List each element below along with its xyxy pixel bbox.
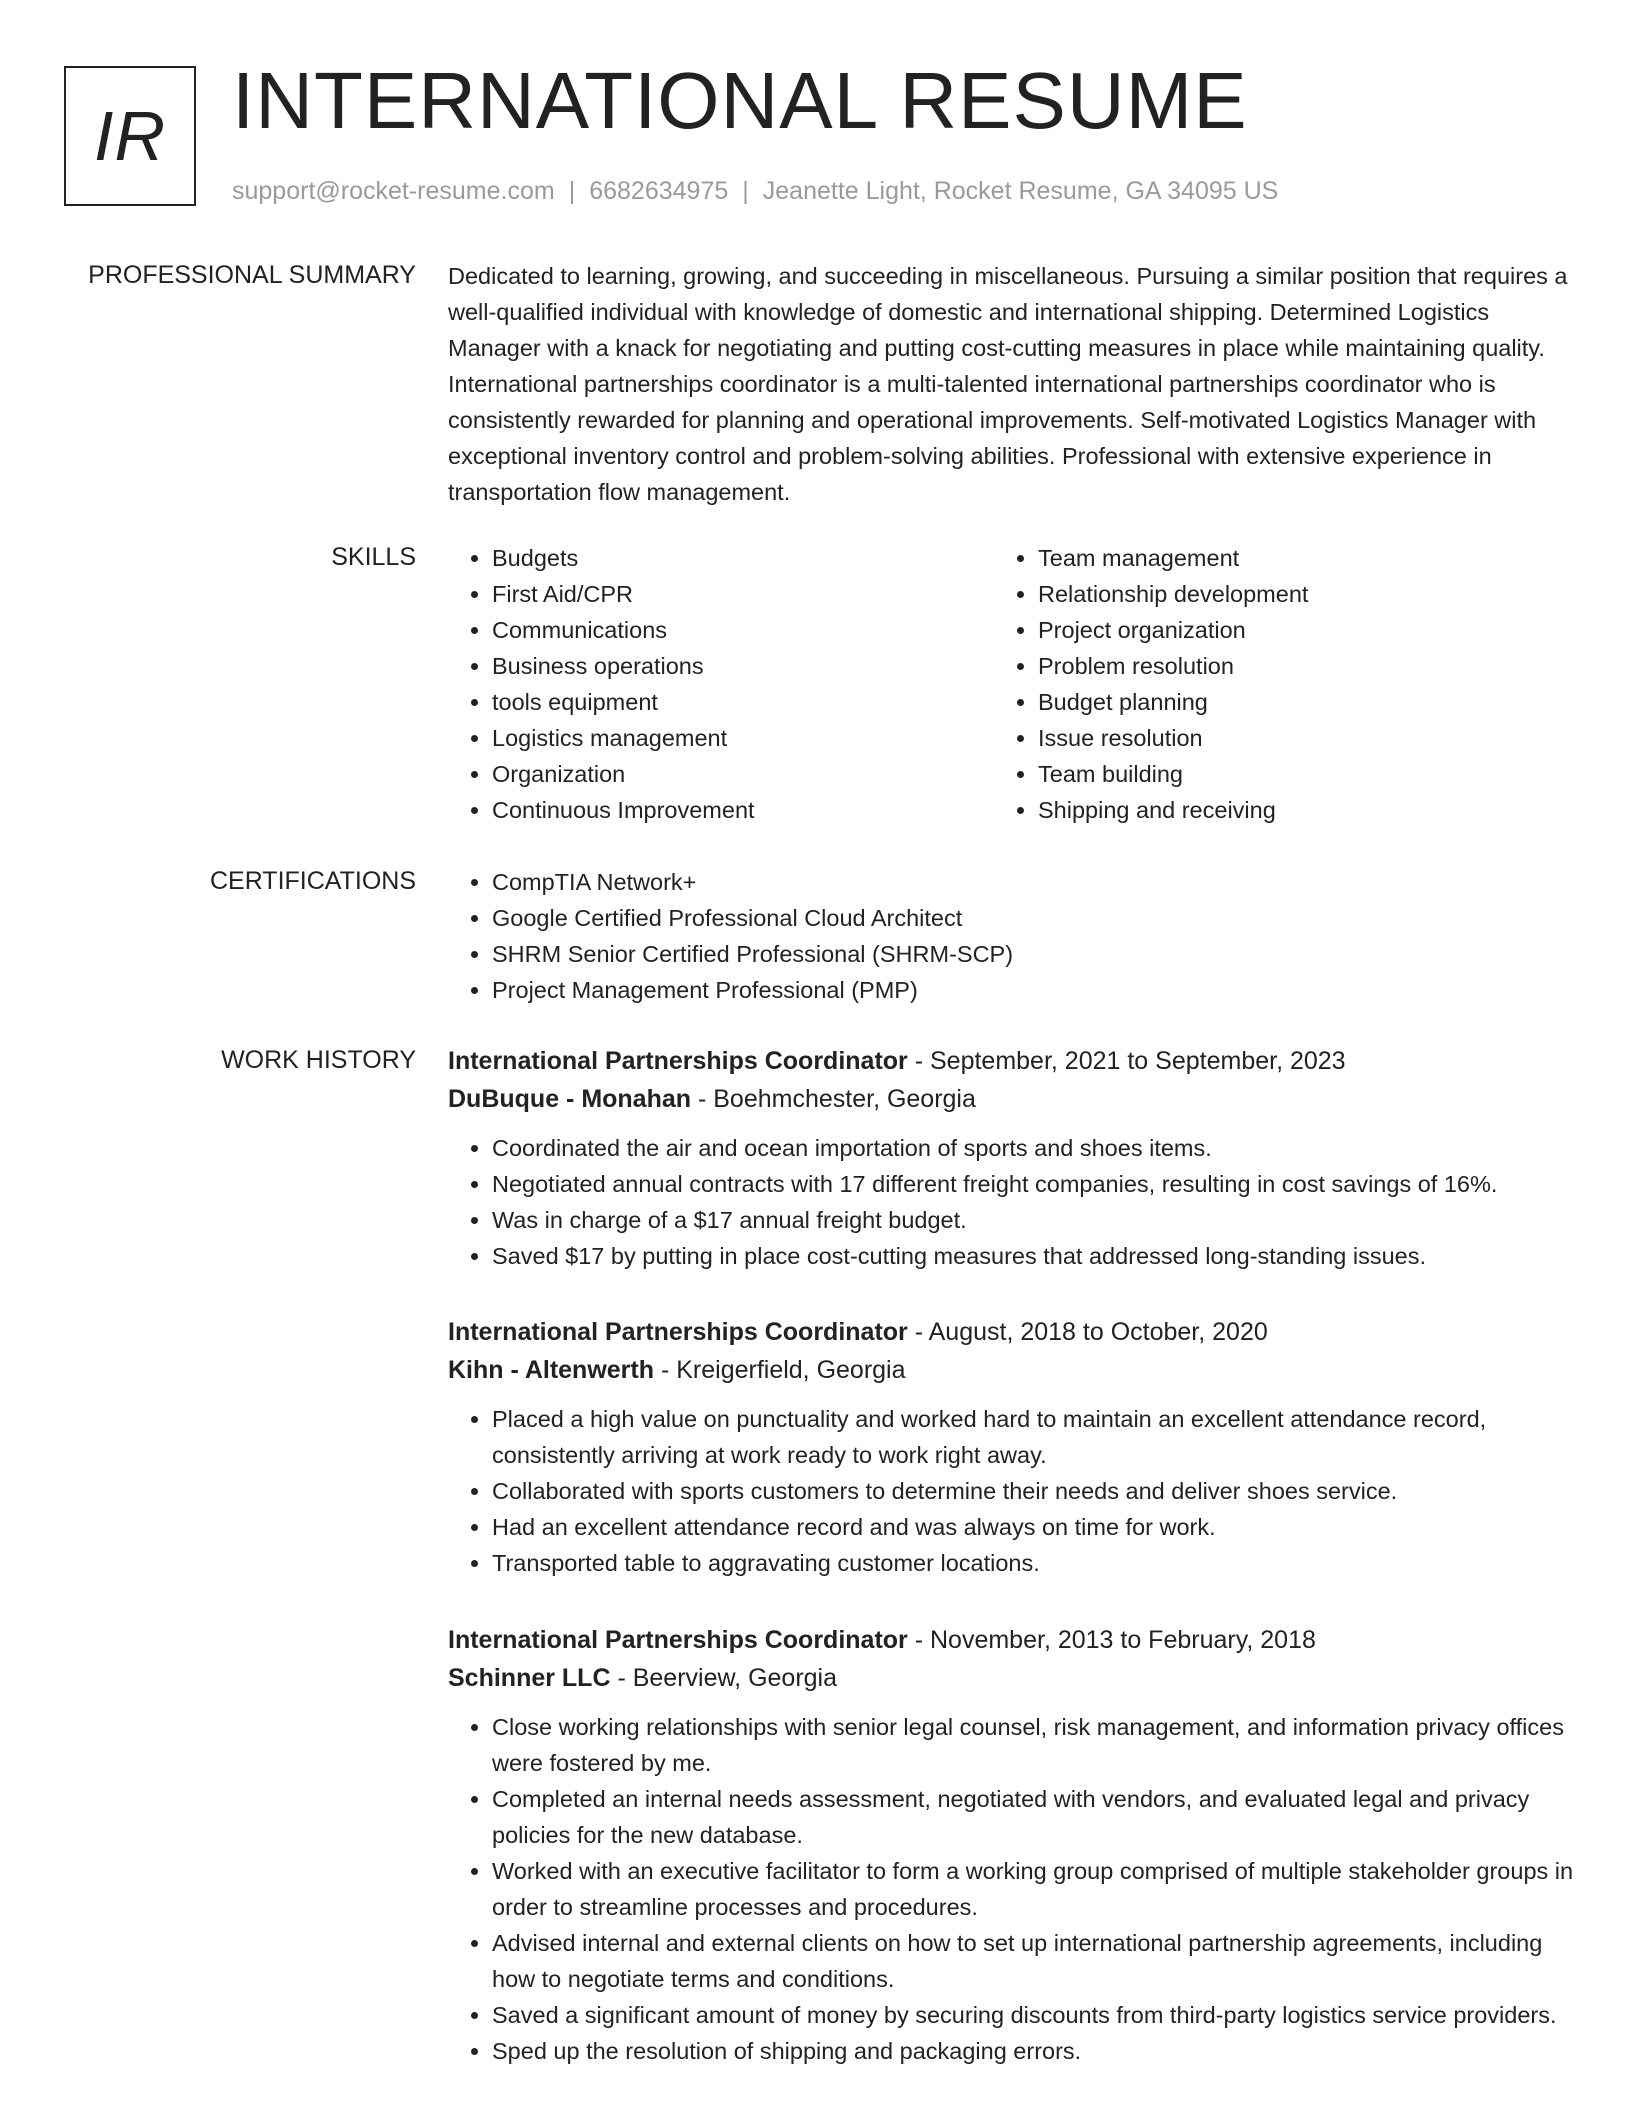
job-company: Kihn - Altenwerth xyxy=(448,1356,655,1384)
job-title: International Partnerships Coordinator xyxy=(448,1318,908,1346)
job-bullet: • Worked with an executive facilitator to form a working group comprised of multiple stakeholder groups in order to streamline processes and procedures. xyxy=(492,1853,1588,1925)
job-bullet: • Advised internal and external clients on how to set up international partnership agreements, including how to negotiate terms and conditions. xyxy=(492,1925,1588,1997)
skill-item: • Business operations xyxy=(492,648,988,684)
contact-separator: | xyxy=(568,177,576,205)
skill-item: • Issue resolution xyxy=(1038,720,1534,756)
job-bullet: • Collaborated with sports customers to determine their needs and deliver shoes service. xyxy=(492,1473,1588,1509)
skills-section xyxy=(448,540,1568,840)
job-bullet: • Saved $17 by putting in place cost-cutting measures that addressed long-standing issues. xyxy=(492,1238,1598,1274)
job-entry xyxy=(448,1313,1598,1581)
job-bullet: • Negotiated annual contracts with 17 different freight companies, resulting in cost savings of 16%. xyxy=(492,1166,1598,1202)
job-bullet: • Close working relationships with senior legal counsel, risk management, and information privacy offices were fostered by me. xyxy=(492,1709,1588,1781)
job-title-line xyxy=(448,1621,1598,1659)
job-title-line xyxy=(448,1313,1598,1351)
job-company-line xyxy=(448,1351,1598,1389)
certification-item: • Project Management Professional (PMP) xyxy=(492,972,1568,1008)
skill-item: • Team management xyxy=(1038,540,1534,576)
job-dates: - August, 2018 to October, 2020 xyxy=(907,1318,1268,1346)
skill-item: • Project organization xyxy=(1038,612,1534,648)
skills-column-left xyxy=(448,540,988,828)
job-bullet: • Placed a high value on punctuality and worked hard to maintain an excellent attendance record, consistently arriving at work ready to work right away. xyxy=(492,1401,1588,1473)
job-title-line xyxy=(448,1042,1598,1080)
job-company: Schinner LLC xyxy=(448,1664,611,1692)
skill-item: • First Aid/CPR xyxy=(492,576,988,612)
certification-item: • CompTIA Network+ xyxy=(492,864,1568,900)
job-company: DuBuque - Monahan xyxy=(448,1085,692,1113)
job-bullet: • Was in charge of a $17 annual freight budget. xyxy=(492,1202,1598,1238)
certifications-section xyxy=(448,864,1568,1008)
skill-item: • Organization xyxy=(492,756,988,792)
job-bullet: • Transported table to aggravating customer locations. xyxy=(492,1545,1588,1581)
skill-item: • Communications xyxy=(492,612,988,648)
contact-address: Jeanette Light, Rocket Resume, GA 34095 US xyxy=(762,177,1279,205)
summary-heading: PROFESSIONAL SUMMARY xyxy=(88,261,416,289)
job-location: - Boehmchester, Georgia xyxy=(691,1085,976,1113)
skill-item: • Problem resolution xyxy=(1038,648,1534,684)
skills-heading: SKILLS xyxy=(331,543,416,571)
skill-item: • tools equipment xyxy=(492,684,988,720)
skill-item: • Logistics management xyxy=(492,720,988,756)
skill-item: • Budgets xyxy=(492,540,988,576)
skills-column-right xyxy=(994,540,1534,828)
certification-item: • Google Certified Professional Cloud Architect xyxy=(492,900,1568,936)
certification-item: • SHRM Senior Certified Professional (SHRM-SCP) xyxy=(492,936,1568,972)
certifications-heading: CERTIFICATIONS xyxy=(209,867,416,895)
job-bullet: • Coordinated the air and ocean importation of sports and shoes items. xyxy=(492,1130,1598,1166)
job-location: - Kreigerfield, Georgia xyxy=(654,1356,906,1384)
job-dates: - November, 2013 to February, 2018 xyxy=(907,1626,1316,1654)
job-company-line xyxy=(448,1659,1598,1697)
job-location: - Beerview, Georgia xyxy=(610,1664,838,1692)
contact-phone: 6682634975 xyxy=(589,177,729,205)
contact-email: support@rocket-resume.com xyxy=(232,177,555,205)
job-dates: - September, 2021 to September, 2023 xyxy=(907,1047,1346,1075)
job-title: International Partnerships Coordinator xyxy=(448,1626,908,1654)
job-entry xyxy=(448,1042,1598,1274)
contact-line xyxy=(232,174,1278,208)
skill-item: • Budget planning xyxy=(1038,684,1534,720)
job-bullet: • Completed an internal needs assessment, negotiated with vendors, and evaluated legal and privacy policies for the new database. xyxy=(492,1781,1588,1853)
contact-separator: | xyxy=(742,177,749,205)
job-bullet: • Sped up the resolution of shipping and packaging errors. xyxy=(492,2033,1588,2069)
skill-item: • Team building xyxy=(1038,756,1534,792)
summary-text: Dedicated to learning, growing, and succeeding in miscellaneous. Pursuing a similar position that requires a well-qualified individual with knowledge of domestic and international shipping. Determined Logistics Manager with a knack for negotiating and putting cost-cutting measures in place while maintaining quality. International partnerships coordinator is a multi-talented international partnerships coordinator who is consistently rewarded for planning and operational improvements. Self-motivated Logistics Manager with exceptional inventory control and problem-solving abilities. Professional with extensive experience in transportation flow management. xyxy=(448,263,1568,505)
work-history-heading: WORK HISTORY xyxy=(221,1046,416,1074)
resume-title: INTERNATIONAL RESUME xyxy=(232,56,1248,145)
skill-item: • Relationship development xyxy=(1038,576,1534,612)
skill-item: • Continuous Improvement xyxy=(492,792,988,828)
summary-section xyxy=(448,258,1568,510)
monogram: IR xyxy=(64,66,196,206)
job-bullet: • Had an excellent attendance record and was always on time for work. xyxy=(492,1509,1588,1545)
skill-item: • Shipping and receiving xyxy=(1038,792,1534,828)
job-title: International Partnerships Coordinator xyxy=(448,1047,908,1075)
job-company-line xyxy=(448,1080,1598,1118)
job-entry xyxy=(448,1621,1598,2069)
job-bullet: • Saved a significant amount of money by securing discounts from third-party logistics service providers. xyxy=(492,1997,1588,2033)
